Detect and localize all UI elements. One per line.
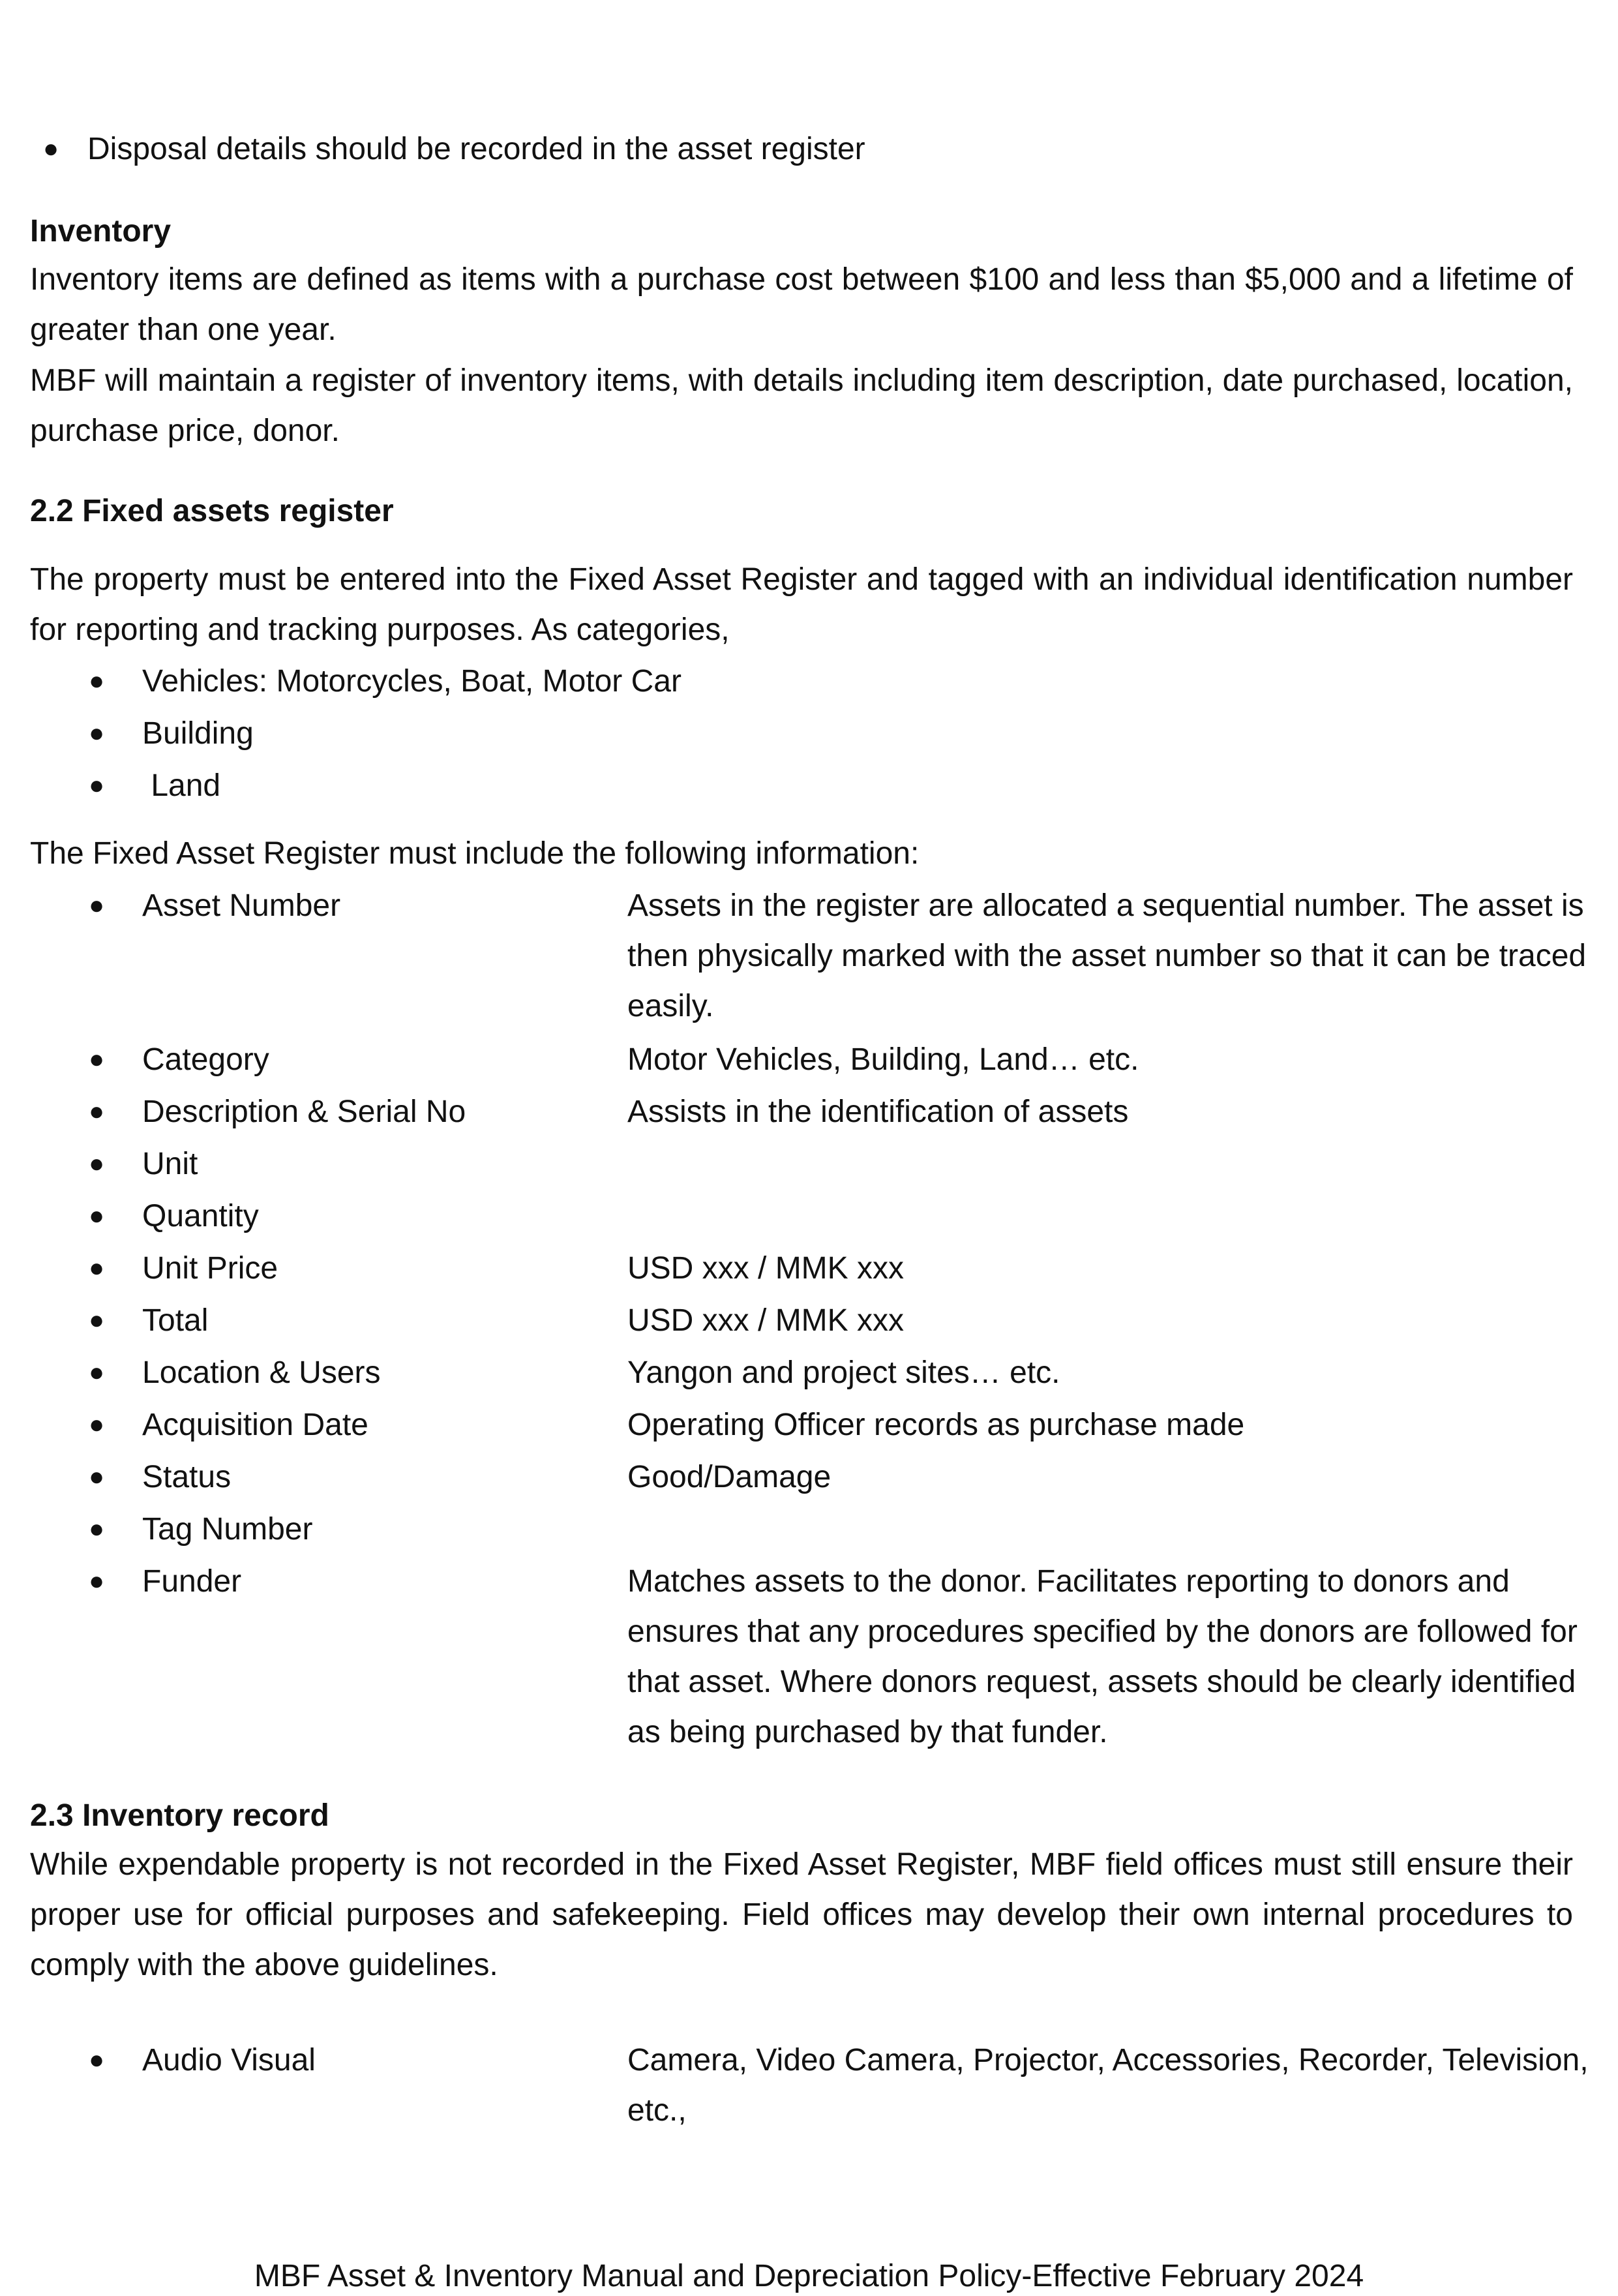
- bullet-icon: ●: [43, 134, 59, 163]
- bullet-icon: ●: [89, 1201, 105, 1230]
- item-definition: Camera, Video Camera, Projector, Accessories, Recorder, Television, etc.,: [627, 2043, 1589, 2128]
- field-definition: USD xxx / MMK xxx: [627, 1251, 905, 1286]
- field-definition: Assets in the register are allocated a sequential number. The asset is then physically marked with the asset number so that it can be traced easily.: [627, 888, 1587, 1023]
- bullet-icon: ●: [89, 1358, 105, 1387]
- bullet-icon: ●: [89, 1149, 105, 1178]
- field-definition: Good/Damage: [627, 1460, 831, 1494]
- bullet-icon: ●: [89, 1097, 105, 1126]
- field-definition: Matches assets to the donor. Facilitates reporting to donors and ensures that any procedures specified by the donors are followed for that asset. Where donors request, assets should be clearly identified as being purchased by that funder.: [627, 1564, 1578, 1749]
- category-label: Vehicles: Motorcycles, Boat, Motor Car: [142, 664, 682, 699]
- field-label: Quantity: [142, 1199, 259, 1233]
- bullet-icon: ●: [89, 1567, 105, 1595]
- inventory-definition: Inventory items are defined as items with a purchase cost between $100 and less than $5,000 and a lifetime of greater than one year.: [30, 262, 1573, 347]
- field-label: Acquisition Date: [142, 1408, 368, 1442]
- inventory-record-text: While expendable property is not recorded in the Fixed Asset Register, MBF field offices must still ensure their proper use for official purposes and safekeeping. Field offices may develop their own internal procedures to comply with the above guidelines.: [30, 1847, 1573, 1982]
- bullet-icon: ●: [89, 771, 105, 800]
- field-definition: Motor Vehicles, Building, Land… etc.: [627, 1042, 1139, 1077]
- field-label: Category: [142, 1042, 269, 1077]
- category-label: Building: [142, 716, 254, 751]
- field-definition: Operating Officer records as purchase made: [627, 1408, 1245, 1442]
- category-label: Land: [142, 768, 221, 803]
- fixed-assets-heading: 2.2 Fixed assets register: [30, 494, 394, 528]
- field-label: Funder: [142, 1564, 242, 1599]
- bullet-icon: ●: [89, 1515, 105, 1543]
- bullet-icon: ●: [89, 891, 105, 920]
- field-label: Location & Users: [142, 1355, 381, 1390]
- field-definition: Assists in the identification of assets: [627, 1095, 1129, 1129]
- field-label: Unit Price: [142, 1251, 278, 1286]
- register-intro: The Fixed Asset Register must include the following information:: [30, 836, 920, 871]
- bullet-icon: ●: [89, 667, 105, 695]
- item-label: Audio Visual: [142, 2043, 316, 2077]
- field-label: Status: [142, 1460, 232, 1494]
- field-label: Asset Number: [142, 888, 341, 923]
- bullet-icon: ●: [89, 1410, 105, 1439]
- field-label: Total: [142, 1303, 209, 1338]
- fixed-assets-intro: The property must be entered into the Fixed Asset Register and tagged with an individual identification number for reporting and tracking purposes. As categories,: [30, 562, 1573, 647]
- disposal-text: Disposal details should be recorded in the asset register: [87, 132, 865, 166]
- bullet-icon: ●: [89, 1306, 105, 1335]
- inventory-record-heading: 2.3 Inventory record: [30, 1798, 329, 1833]
- bullet-icon: ●: [89, 719, 105, 748]
- field-label: Tag Number: [142, 1512, 313, 1547]
- bullet-icon: ●: [89, 1462, 105, 1491]
- bullet-icon: ●: [89, 1045, 105, 1074]
- inventory-register-text: MBF will maintain a register of inventory items, with details including item description, date purchased, location, purchase price, donor.: [30, 363, 1573, 448]
- inventory-heading: Inventory: [30, 214, 172, 249]
- bullet-icon: ●: [89, 1254, 105, 1282]
- field-definition: USD xxx / MMK xxx: [627, 1303, 905, 1338]
- field-label: Description & Serial No: [142, 1095, 466, 1129]
- field-definition: Yangon and project sites… etc.: [627, 1355, 1060, 1390]
- page-footer: MBF Asset & Inventory Manual and Depreciation Policy-Effective February 2024: [254, 2259, 1364, 2293]
- bullet-icon: ●: [89, 2046, 105, 2074]
- field-label: Unit: [142, 1147, 198, 1181]
